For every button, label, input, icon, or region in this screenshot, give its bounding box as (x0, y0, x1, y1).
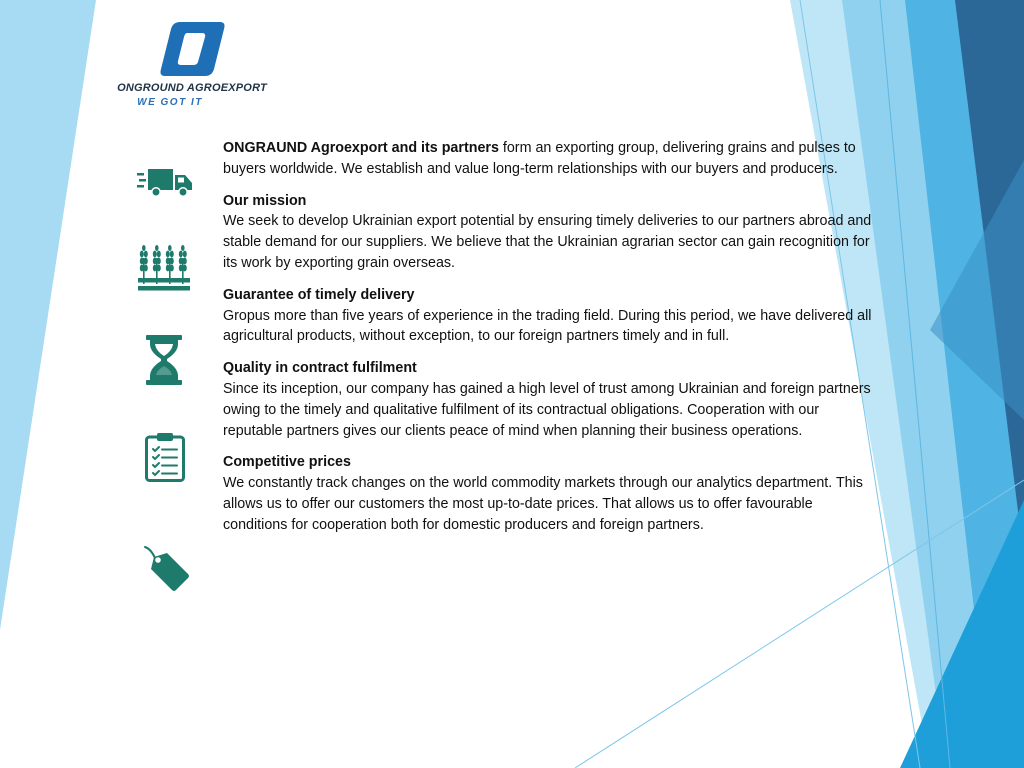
content-column (223, 138, 873, 536)
quality-text: Since its inception, our company has gained a high level of trust among Ukrainian and foreign partners owing to the timely and qualitative fulfilment of its contractual obligations. Cooperation with our reputable partners gives our clients peace of mind when planning their business operations. (223, 380, 871, 439)
wheat-icon (137, 244, 191, 292)
logo-slogan: WE GOT IT (137, 97, 203, 108)
section-quality (223, 358, 873, 441)
timely-delivery-heading: Guarantee of timely delivery (223, 286, 415, 303)
truck-icon (137, 166, 193, 198)
section-timely-delivery (223, 285, 873, 347)
intro-text: form an exporting group, delivering grains and pulses to buyers worldwide. We establish and value long-term relationships with our buyers and producers. (223, 140, 856, 177)
section-intro (223, 138, 873, 180)
left-accent-triangle (0, 0, 96, 630)
company-logo (104, 20, 284, 112)
clipboard-checklist-icon (145, 432, 185, 482)
section-mission (223, 191, 873, 274)
logo-name: ONGROUND AGROEXPORT (117, 82, 267, 94)
logo-o-mark (158, 20, 226, 78)
section-prices (223, 452, 873, 535)
timely-delivery-text: Gropus more than five years of experience in the trading field. During this period, we have delivered all agricultural products, without exception, to our foreign partners timely and in full. (223, 307, 872, 345)
intro-heading: ONGRAUND Agroexport and its partners (223, 140, 499, 156)
hourglass-icon (146, 335, 182, 385)
mission-text: We seek to develop Ukrainian export potential by ensuring timely deliveries to our partners abroad and stable demand for our suppliers. We believe that the Ukrainian agrarian sector can gain recognition for its work by exporting grain overseas. (223, 213, 872, 271)
prices-text: We constantly track changes on the world commodity markets through our analytics department. This allows us to offer our customers the most up-to-date prices. That allows us to offer favourable conditions for cooperation both for domestic producers and foreign partners. (223, 475, 863, 533)
mission-heading: Our mission (223, 192, 307, 209)
price-tag-icon (143, 545, 191, 593)
prices-heading: Competitive prices (223, 454, 351, 471)
quality-heading: Quality in contract fulfilment (223, 360, 417, 377)
